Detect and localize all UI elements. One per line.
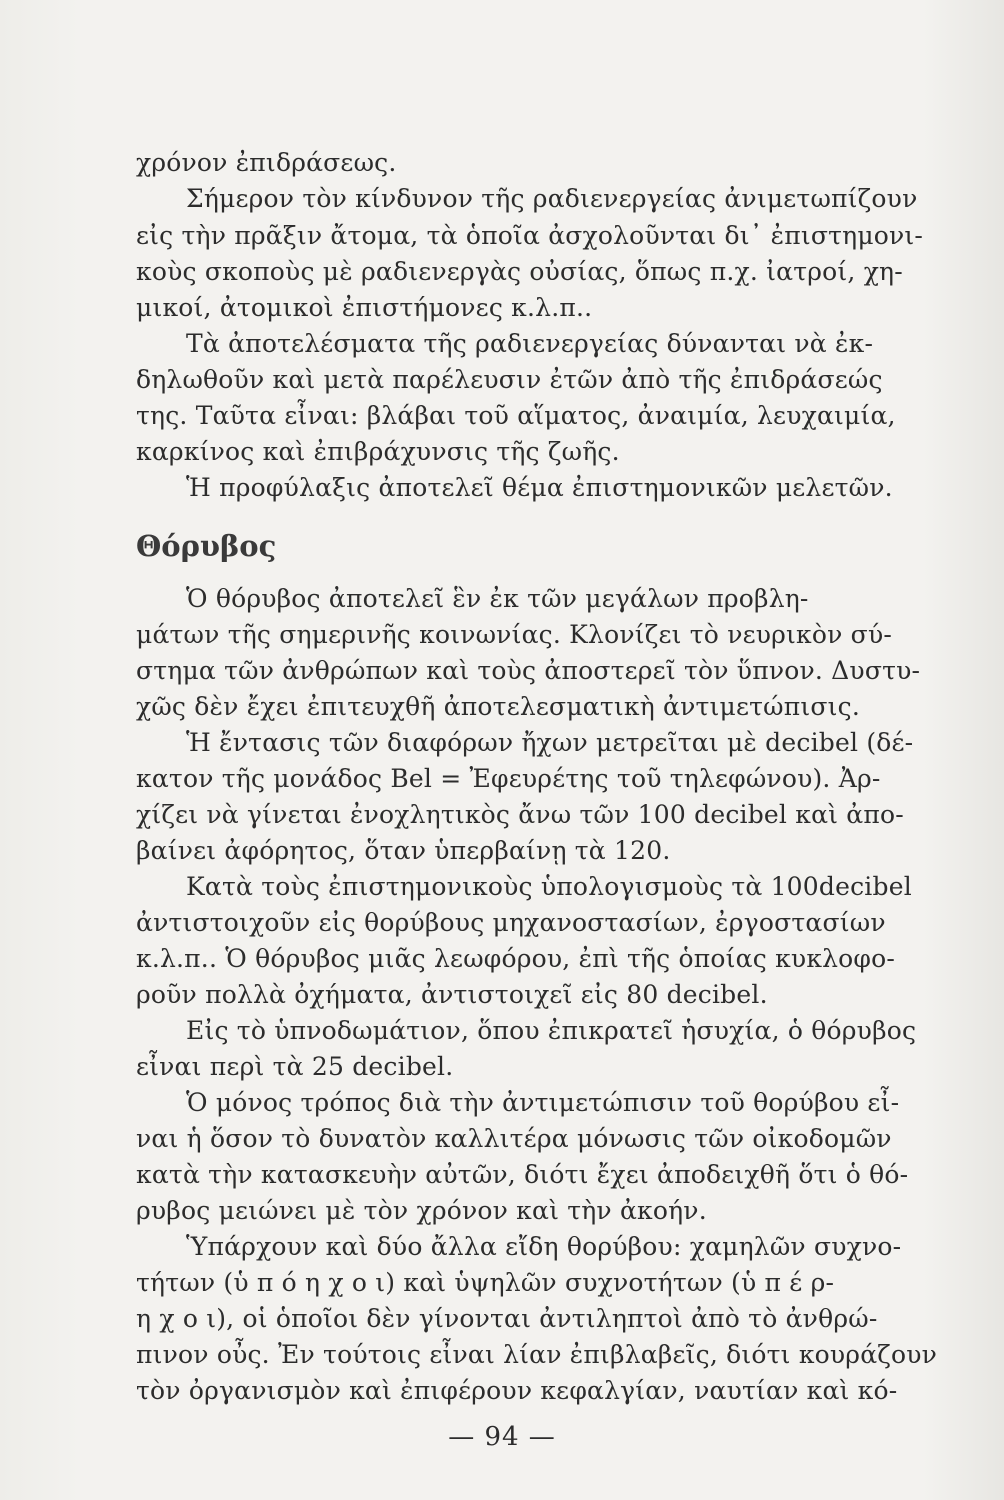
text-line: ἀντιστοιχοῦν εἰς θορύβους μηχανοστασίων, ἐργοστασίων [136,908,886,937]
text-line: κατον τῆς μονάδος Bel = Ἐφευρέτης τοῦ τηλεφώνου). Ἀρ- [136,764,881,793]
text-line: Εἰς τὸ ὑπνοδωμάτιον, ὅπου ἐπικρατεῖ ἡσυχία, ὁ θόρυβος [186,1016,917,1045]
text-line: Τὰ ἀποτελέσματα τῆς ραδιενεργείας δύνανται νὰ ἐκ- [186,329,874,358]
text-line: Ὑπάρχουν καὶ δύο ἄλλα εἴδη θορύβου: χαμηλῶν συχνο- [186,1232,902,1261]
text-line: Ἡ ἔντασις τῶν διαφόρων ἤχων μετρεῖται μὲ decibel (δέ- [186,728,914,757]
text-line: Ἡ προφύλαξις ἀποτελεῖ θέμα ἐπιστημονικῶν μελετῶν. [186,473,893,502]
text-line: ροῦν πολλὰ ὀχήματα, ἀντιστοιχεῖ εἰς 80 decibel. [136,980,768,1009]
section-heading: Θόρυβος [136,529,277,563]
text-line: τήτων (ὑ π ό η χ ο ι) καὶ ὑψηλῶν συχνοτήτων (ὑ π έ ρ- [136,1268,835,1297]
text-line: ρυβος μειώνει μὲ τὸν χρόνον καὶ τὴν ἀκοήν. [136,1196,707,1225]
text-line: βαίνει ἀφόρητος, ὅταν ὑπερβαίνῃ τὰ 120. [136,836,671,865]
text-line: καρκίνος καὶ ἐπιβράχυνσις τῆς ζωῆς. [136,437,620,466]
text-line: στημα τῶν ἀνθρώπων καὶ τοὺς ἀποστερεῖ τὸν ὕπνον. Δυστυ- [136,656,921,685]
text-line: ναι ἡ ὅσον τὸ δυνατὸν καλλιτέρα μόνωσις τῶν οἰκοδομῶν [136,1124,892,1153]
page-number: — 94 — [448,1422,556,1452]
text-line: εἰς τὴν πρᾶξιν ἄτομα, τὰ ὁποῖα ἀσχολοῦνται δι᾽ ἐπιστημονι- [136,221,924,250]
text-line: Ὁ μόνος τρόπος διὰ τὴν ἀντιμετώπισιν τοῦ θορύβου εἶ- [186,1088,900,1117]
text-line: πινον οὖς. Ἐν τούτοις εἶναι λίαν ἐπιβλαβεῖς, διότι κουράζουν [136,1340,938,1369]
text-line: μάτων τῆς σημερινῆς κοινωνίας. Κλονίζει τὸ νευρικὸν σύ- [136,620,892,649]
text-line: εἶναι περὶ τὰ 25 decibel. [136,1052,454,1081]
text-line: κοὺς σκοποὺς μὲ ραδιενεργὰς οὐσίας, ὅπως π.χ. ἰατροί, χη- [136,257,903,286]
text-line: Σήμερον τὸν κίνδυνον τῆς ραδιενεργείας ἀνιμετωπίζουν [186,184,918,213]
text-line: χίζει νὰ γίνεται ἐνοχλητικὸς ἄνω τῶν 100 decibel καὶ ἀπο- [136,800,904,829]
text-line: μικοί, ἀτομικοὶ ἐπιστήμονες κ.λ.π.. [136,293,593,322]
text-line: Κατὰ τοὺς ἐπιστημονικοὺς ὑπολογισμοὺς τὰ 100decibel [186,872,912,901]
text-line: κ.λ.π.. Ὁ θόρυβος μιᾶς λεωφόρου, ἐπὶ τῆς ὁποίας κυκλοφο- [136,944,896,973]
text-line: Ὁ θόρυβος ἀποτελεῖ ἓν ἐκ τῶν μεγάλων προβλη- [186,584,809,613]
text-line: δηλωθοῦν καὶ μετὰ παρέλευσιν ἐτῶν ἀπὸ τῆς ἐπιδράσεώς [136,365,883,394]
text-line: κατὰ τὴν κατασκευὴν αὐτῶν, διότι ἔχει ἀποδειχθῆ ὅτι ὁ θό- [136,1160,909,1189]
text-line: η χ ο ι), οἱ ὁποῖοι δὲν γίνονται ἀντιληπτοὶ ἀπὸ τὸ ἀνθρώ- [136,1304,878,1333]
text-line: τὸν ὀργανισμὸν καὶ ἐπιφέρουν κεφαλγίαν, ναυτίαν καὶ κό- [136,1376,898,1405]
text-line: χρόνον ἐπιδράσεως. [136,148,397,177]
text-line: χῶς δὲν ἔχει ἐπιτευχθῆ ἀποτελεσματικὴ ἀντιμετώπισις. [136,692,861,721]
text-line: της. Ταῦτα εἶναι: βλάβαι τοῦ αἵματος, ἀναιμία, λευχαιμία, [136,401,896,430]
